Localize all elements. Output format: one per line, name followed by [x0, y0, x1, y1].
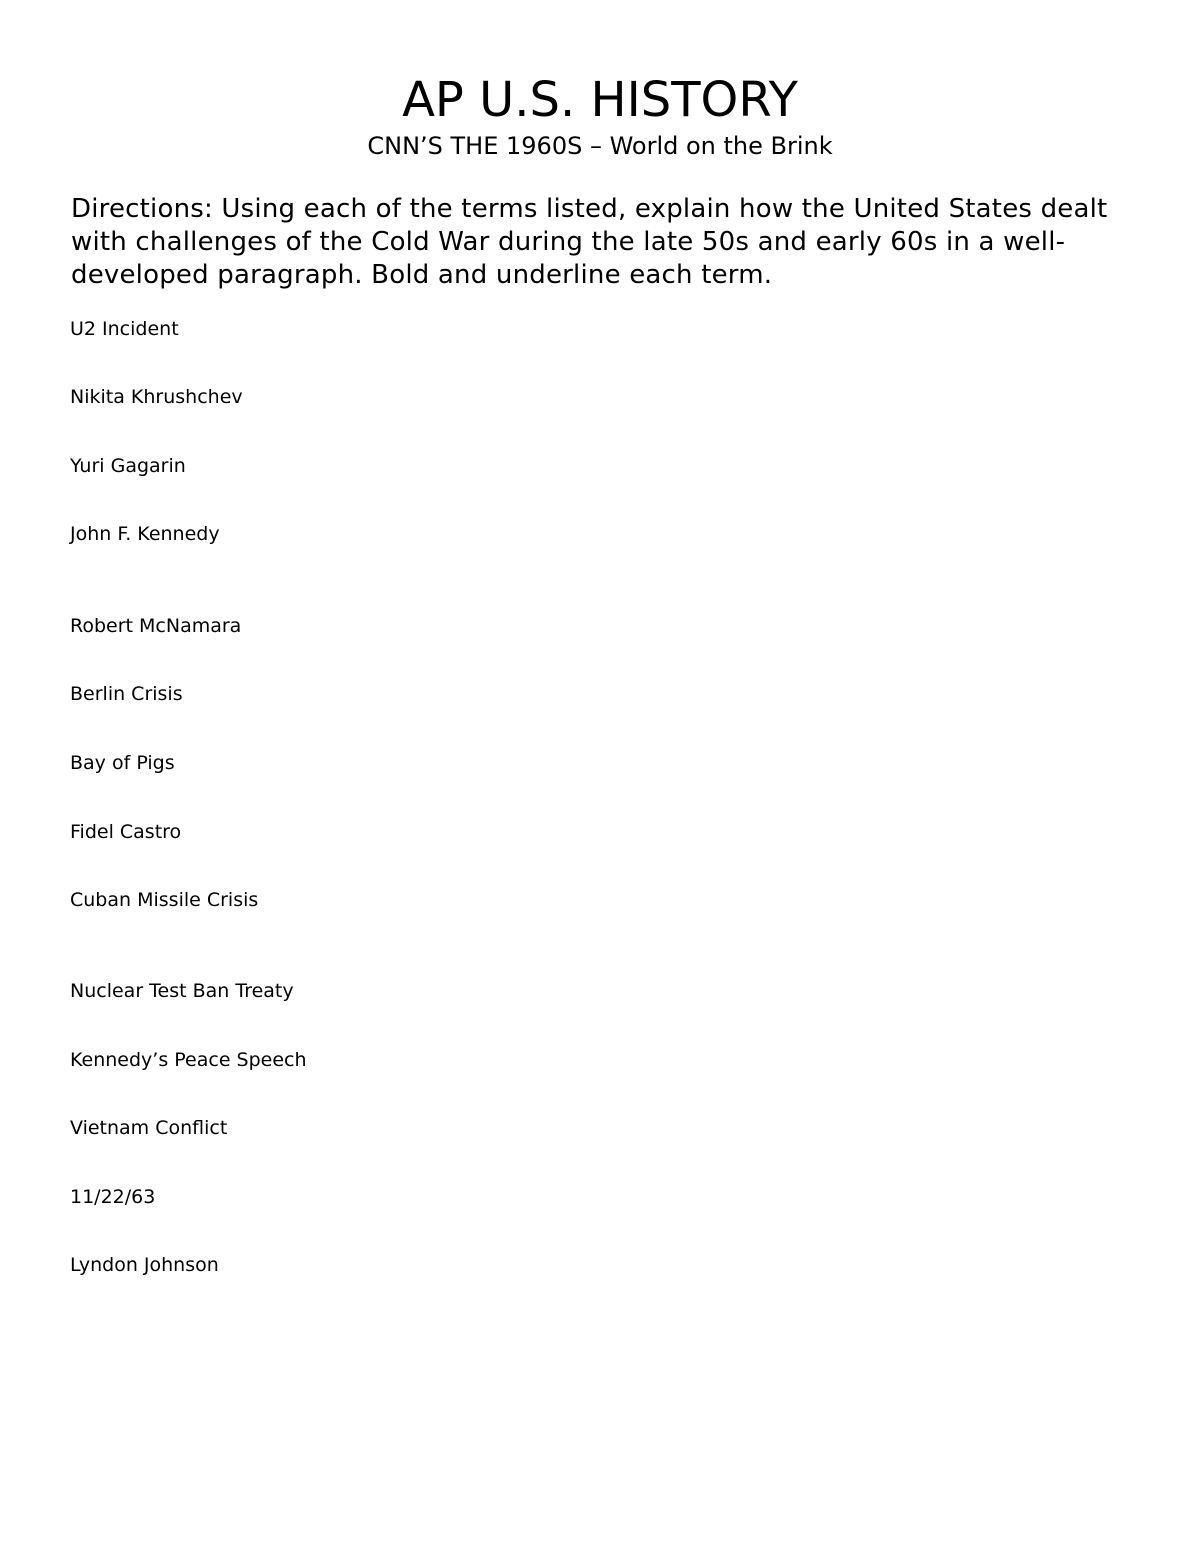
term-yuri-gagarin: Yuri Gagarin [70, 455, 186, 477]
directions-paragraph: Directions: Using each of the terms listed, explain how the United States dealt with challenges of the Cold War during the late 50s and early 60s in a well-developed paragraph. Bold and underline each term. [71, 194, 1108, 290]
term-nikita-khrushchev: Nikita Khrushchev [70, 386, 243, 408]
term-fidel-castro: Fidel Castro [70, 821, 182, 843]
term-vietnam-conflict: Vietnam Conflict [70, 1117, 228, 1139]
term-cuban-missile-crisis: Cuban Missile Crisis [70, 889, 259, 911]
term-berlin-crisis: Berlin Crisis [70, 683, 183, 705]
term-u2-incident: U2 Incident [70, 318, 179, 340]
term-robert-mcnamara: Robert McNamara [70, 615, 242, 637]
term-lyndon-johnson: Lyndon Johnson [70, 1254, 219, 1276]
term-bay-of-pigs: Bay of Pigs [70, 752, 175, 774]
page-title: AP U.S. HISTORY [402, 72, 798, 128]
term-kennedys-peace-speech: Kennedy’s Peace Speech [70, 1049, 307, 1071]
term-nuclear-test-ban-treaty: Nuclear Test Ban Treaty [70, 980, 294, 1002]
page-subtitle: CNN’S THE 1960S – World on the Brink [367, 132, 833, 160]
term-date-11-22-63: 11/22/63 [70, 1186, 156, 1208]
term-john-f-kennedy: John F. Kennedy [70, 523, 220, 545]
